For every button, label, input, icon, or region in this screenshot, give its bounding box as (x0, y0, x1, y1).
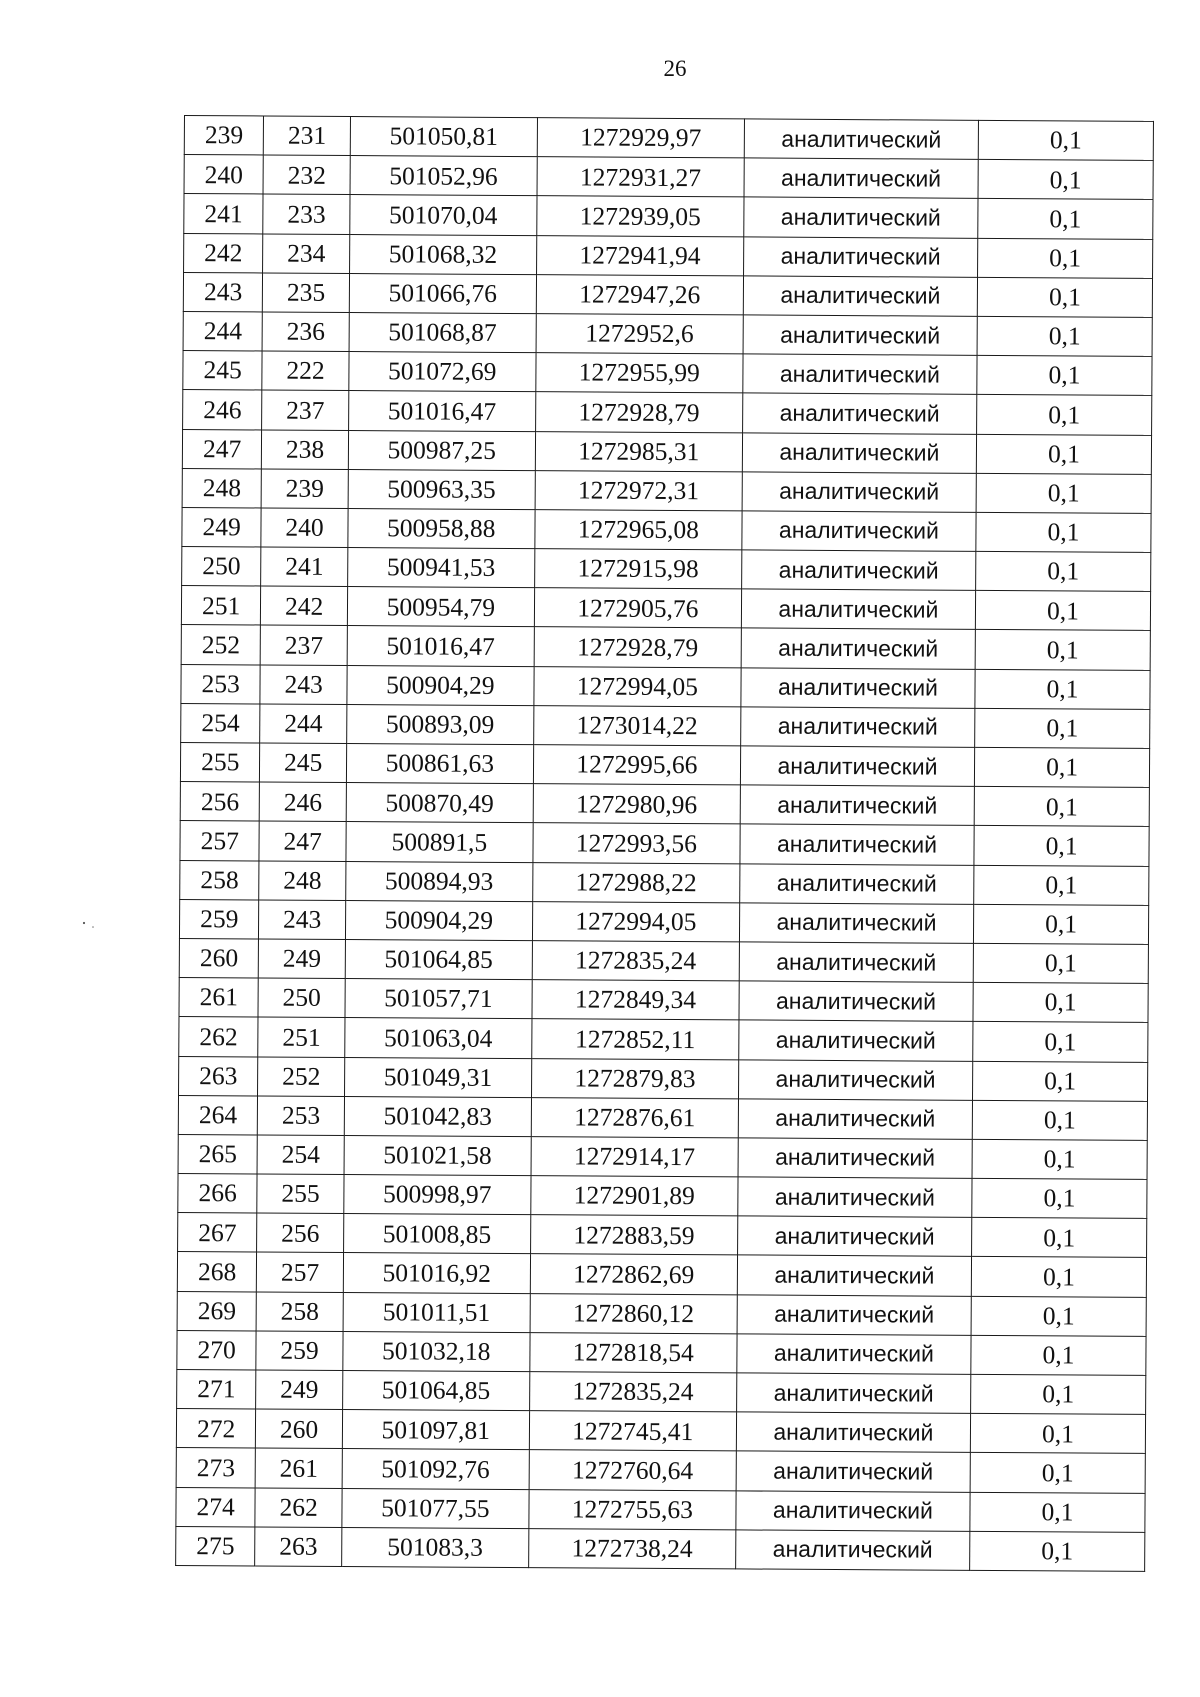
y-coordinate-cell: 1272818,54 (530, 1332, 737, 1372)
method-cell: аналитический (742, 393, 976, 434)
method-cell: аналитический (743, 315, 977, 356)
row-number-cell: 275 (176, 1526, 256, 1566)
x-coordinate-cell: 500998,97 (344, 1175, 531, 1215)
x-coordinate-cell: 501068,32 (349, 234, 536, 274)
x-coordinate-cell: 500904,29 (345, 900, 532, 940)
method-cell: аналитический (736, 1490, 970, 1531)
row-number-cell: 273 (176, 1448, 256, 1488)
y-coordinate-cell: 1272760,64 (529, 1450, 736, 1490)
y-coordinate-cell: 1272862,69 (530, 1254, 737, 1294)
method-cell: аналитический (737, 1255, 971, 1296)
method-cell: аналитический (739, 981, 973, 1022)
x-coordinate-cell: 501097,81 (342, 1410, 529, 1450)
row-number-cell: 249 (182, 507, 262, 547)
accuracy-cell: 0,1 (974, 787, 1149, 827)
point-number-cell: 235 (263, 273, 350, 313)
point-number-cell: 245 (260, 743, 347, 783)
y-coordinate-cell: 1272994,05 (532, 901, 739, 941)
y-coordinate-cell: 1272993,56 (533, 823, 740, 863)
method-cell: аналитический (738, 1099, 972, 1140)
y-coordinate-cell: 1272738,24 (528, 1528, 735, 1568)
x-coordinate-cell: 500941,53 (347, 548, 534, 588)
point-number-cell: 237 (262, 390, 349, 430)
point-number-cell: 240 (261, 508, 348, 548)
row-number-cell: 274 (176, 1487, 256, 1527)
x-coordinate-cell: 500904,29 (347, 665, 534, 705)
point-number-cell: 237 (261, 625, 348, 665)
point-number-cell: 231 (264, 116, 351, 156)
row-number-cell: 255 (180, 742, 260, 782)
row-number-cell: 241 (184, 194, 264, 234)
accuracy-cell: 0,1 (978, 160, 1153, 200)
row-number-cell: 271 (177, 1369, 257, 1409)
point-number-cell: 248 (259, 861, 346, 901)
accuracy-cell: 0,1 (971, 1335, 1146, 1375)
method-cell: аналитический (738, 1138, 972, 1179)
row-number-cell: 261 (179, 978, 259, 1018)
accuracy-cell: 0,1 (977, 355, 1152, 395)
y-coordinate-cell: 1272755,63 (529, 1489, 736, 1529)
accuracy-cell: 0,1 (975, 630, 1150, 670)
row-number-cell: 251 (181, 586, 261, 626)
method-cell: аналитический (736, 1412, 970, 1453)
point-number-cell: 233 (263, 194, 350, 234)
scan-speck (92, 926, 94, 928)
x-coordinate-cell: 500963,35 (348, 469, 535, 509)
method-cell: аналитический (738, 1177, 972, 1218)
x-coordinate-cell: 501016,92 (343, 1253, 530, 1293)
row-number-cell: 260 (179, 938, 259, 978)
accuracy-cell: 0,1 (977, 316, 1152, 356)
accuracy-cell: 0,1 (971, 1374, 1146, 1414)
point-number-cell: 259 (256, 1331, 343, 1371)
y-coordinate-cell: 1273014,22 (533, 705, 740, 745)
point-number-cell: 239 (262, 469, 349, 509)
accuracy-cell: 0,1 (978, 238, 1153, 278)
x-coordinate-cell: 500954,79 (347, 587, 534, 627)
method-cell: аналитический (737, 1334, 971, 1375)
x-coordinate-cell: 501011,51 (343, 1292, 530, 1332)
y-coordinate-cell: 1272995,66 (533, 745, 740, 785)
point-number-cell: 236 (262, 312, 349, 352)
point-number-cell: 251 (258, 1017, 345, 1057)
method-cell: аналитический (737, 1295, 971, 1336)
y-coordinate-cell: 1272988,22 (532, 862, 739, 902)
x-coordinate-cell: 501057,71 (345, 979, 532, 1019)
row-number-cell: 268 (177, 1252, 257, 1292)
row-number-cell: 272 (176, 1409, 256, 1449)
accuracy-cell: 0,1 (973, 943, 1148, 983)
method-cell: аналитический (739, 1020, 973, 1061)
accuracy-cell: 0,1 (974, 904, 1149, 944)
row-number-cell: 244 (183, 311, 263, 351)
y-coordinate-cell: 1272852,11 (532, 1019, 739, 1059)
accuracy-cell: 0,1 (970, 1414, 1145, 1454)
y-coordinate-cell: 1272928,79 (535, 392, 742, 432)
y-coordinate-cell: 1272947,26 (536, 274, 743, 314)
point-number-cell: 257 (257, 1252, 344, 1292)
x-coordinate-cell: 500893,09 (347, 704, 534, 744)
y-coordinate-cell: 1272835,24 (532, 941, 739, 981)
point-number-cell: 247 (259, 821, 346, 861)
x-coordinate-cell: 500861,63 (346, 744, 533, 784)
accuracy-cell: 0,1 (976, 551, 1151, 591)
point-number-cell: 242 (261, 586, 348, 626)
x-coordinate-cell: 500958,88 (348, 508, 535, 548)
row-number-cell: 266 (178, 1174, 258, 1214)
row-number-cell: 265 (178, 1134, 258, 1174)
row-number-cell: 254 (181, 703, 261, 743)
accuracy-cell: 0,1 (971, 1257, 1146, 1297)
method-cell: аналитический (738, 1059, 972, 1100)
method-cell: аналитический (743, 276, 977, 317)
point-number-cell: 250 (258, 978, 345, 1018)
point-number-cell: 258 (256, 1292, 343, 1332)
method-cell: аналитический (741, 589, 975, 630)
y-coordinate-cell: 1272955,99 (536, 353, 743, 393)
x-coordinate-cell: 501092,76 (342, 1449, 529, 1489)
y-coordinate-cell: 1272928,79 (534, 627, 741, 667)
method-cell: аналитический (739, 903, 973, 944)
accuracy-cell: 0,1 (975, 708, 1150, 748)
accuracy-cell: 0,1 (974, 747, 1149, 787)
accuracy-cell: 0,1 (978, 199, 1153, 239)
x-coordinate-cell: 501063,04 (345, 1018, 532, 1058)
y-coordinate-cell: 1272972,31 (535, 470, 742, 510)
point-number-cell: 232 (263, 155, 350, 195)
point-number-cell: 238 (262, 429, 349, 469)
accuracy-cell: 0,1 (970, 1531, 1145, 1571)
point-number-cell: 234 (263, 234, 350, 274)
x-coordinate-cell: 500894,93 (346, 861, 533, 901)
y-coordinate-cell: 1272929,97 (537, 118, 744, 158)
method-cell: аналитический (740, 785, 974, 826)
x-coordinate-cell: 500891,5 (346, 822, 533, 862)
point-number-cell: 255 (257, 1174, 344, 1214)
y-coordinate-cell: 1272883,59 (530, 1215, 737, 1255)
y-coordinate-cell: 1272876,61 (531, 1097, 738, 1137)
method-cell: аналитический (736, 1451, 970, 1492)
point-number-cell: 244 (260, 704, 347, 744)
row-number-cell: 259 (179, 899, 259, 939)
method-cell: аналитический (741, 550, 975, 591)
x-coordinate-cell: 500987,25 (348, 430, 535, 470)
row-number-cell: 258 (180, 860, 260, 900)
accuracy-cell: 0,1 (974, 865, 1149, 905)
accuracy-cell: 0,1 (970, 1453, 1145, 1493)
y-coordinate-cell: 1272745,41 (529, 1411, 736, 1451)
point-number-cell: 263 (255, 1527, 342, 1567)
x-coordinate-cell: 501070,04 (350, 195, 537, 235)
method-cell: аналитический (737, 1216, 971, 1257)
y-coordinate-cell: 1272879,83 (531, 1058, 738, 1098)
y-coordinate-cell: 1272835,24 (529, 1372, 736, 1412)
accuracy-cell: 0,1 (976, 473, 1151, 513)
method-cell: аналитический (742, 511, 976, 552)
x-coordinate-cell: 501016,47 (347, 626, 534, 666)
row-number-cell: 264 (178, 1095, 258, 1135)
row-number-cell: 262 (179, 1017, 259, 1057)
accuracy-cell: 0,1 (972, 1218, 1147, 1258)
accuracy-cell: 0,1 (973, 982, 1148, 1022)
point-number-cell: 243 (259, 900, 346, 940)
x-coordinate-cell: 501050,81 (350, 117, 537, 157)
y-coordinate-cell: 1272901,89 (531, 1176, 738, 1216)
method-cell: аналитический (740, 863, 974, 904)
x-coordinate-cell: 501052,96 (350, 156, 537, 196)
y-coordinate-cell: 1272952,6 (536, 314, 743, 354)
point-number-cell: 249 (256, 1370, 343, 1410)
x-coordinate-cell: 501077,55 (342, 1488, 529, 1528)
x-coordinate-cell: 501066,76 (349, 273, 536, 313)
point-number-cell: 249 (259, 939, 346, 979)
point-number-cell: 254 (257, 1135, 344, 1175)
method-cell: аналитический (744, 197, 978, 238)
row-number-cell: 243 (183, 272, 263, 312)
method-cell: аналитический (741, 668, 975, 709)
y-coordinate-cell: 1272860,12 (530, 1293, 737, 1333)
point-number-cell: 241 (261, 547, 348, 587)
point-number-cell: 261 (256, 1448, 343, 1488)
accuracy-cell: 0,1 (972, 1100, 1147, 1140)
row-number-cell: 263 (179, 1056, 259, 1096)
y-coordinate-cell: 1272965,08 (535, 510, 742, 550)
y-coordinate-cell: 1272994,05 (534, 666, 741, 706)
row-number-cell: 245 (183, 351, 263, 391)
row-number-cell: 248 (182, 468, 262, 508)
method-cell: аналитический (741, 628, 975, 669)
accuracy-cell: 0,1 (974, 826, 1149, 866)
x-coordinate-cell: 500870,49 (346, 783, 533, 823)
point-number-cell: 246 (260, 782, 347, 822)
accuracy-cell: 0,1 (973, 1061, 1148, 1101)
row-number-cell: 242 (184, 233, 264, 273)
y-coordinate-cell: 1272849,34 (532, 980, 739, 1020)
x-coordinate-cell: 501064,85 (342, 1370, 529, 1410)
method-cell: аналитический (744, 158, 978, 199)
method-cell: аналитический (735, 1530, 969, 1571)
method-cell: аналитический (739, 942, 973, 983)
accuracy-cell: 0,1 (973, 1022, 1148, 1062)
method-cell: аналитический (744, 119, 978, 160)
row-number-cell: 253 (181, 664, 261, 704)
row-number-cell: 252 (181, 625, 261, 665)
accuracy-cell: 0,1 (977, 277, 1152, 317)
x-coordinate-cell: 501021,58 (344, 1135, 531, 1175)
scan-speck (83, 922, 85, 924)
y-coordinate-cell: 1272985,31 (535, 431, 742, 471)
accuracy-cell: 0,1 (970, 1492, 1145, 1532)
y-coordinate-cell: 1272914,17 (531, 1137, 738, 1177)
y-coordinate-cell: 1272905,76 (534, 588, 741, 628)
accuracy-cell: 0,1 (977, 395, 1152, 435)
point-number-cell: 256 (257, 1213, 344, 1253)
accuracy-cell: 0,1 (971, 1296, 1146, 1336)
point-number-cell: 262 (255, 1488, 342, 1528)
point-number-cell: 243 (260, 665, 347, 705)
x-coordinate-cell: 501064,85 (345, 939, 532, 979)
row-number-cell: 269 (177, 1291, 257, 1331)
page-number: 26 (663, 56, 687, 81)
accuracy-cell: 0,1 (975, 669, 1150, 709)
x-coordinate-cell: 501016,47 (348, 391, 535, 431)
point-number-cell: 252 (258, 1056, 345, 1096)
row-number-cell: 257 (180, 821, 260, 861)
y-coordinate-cell: 1272931,27 (537, 157, 744, 197)
method-cell: аналитический (743, 236, 977, 277)
method-cell: аналитический (740, 746, 974, 787)
row-number-cell: 239 (184, 116, 264, 156)
method-cell: аналитический (742, 472, 976, 513)
accuracy-cell: 0,1 (972, 1139, 1147, 1179)
accuracy-cell: 0,1 (978, 120, 1153, 160)
x-coordinate-cell: 501083,3 (341, 1527, 528, 1567)
accuracy-cell: 0,1 (976, 434, 1151, 474)
row-number-cell: 250 (182, 547, 262, 587)
method-cell: аналитический (736, 1373, 970, 1414)
x-coordinate-cell: 501068,87 (349, 312, 536, 352)
accuracy-cell: 0,1 (975, 591, 1150, 631)
point-number-cell: 253 (258, 1096, 345, 1136)
method-cell: аналитический (740, 824, 974, 865)
accuracy-cell: 0,1 (976, 512, 1151, 552)
method-cell: аналитический (741, 707, 975, 748)
y-coordinate-cell: 1272980,96 (533, 784, 740, 824)
y-coordinate-cell: 1272915,98 (534, 549, 741, 589)
x-coordinate-cell: 501008,85 (343, 1214, 530, 1254)
point-number-cell: 222 (262, 351, 349, 391)
x-coordinate-cell: 501032,18 (343, 1331, 530, 1371)
row-number-cell: 267 (178, 1213, 258, 1253)
y-coordinate-cell: 1272941,94 (536, 235, 743, 275)
row-number-cell: 270 (177, 1330, 257, 1370)
row-number-cell: 247 (182, 429, 262, 469)
accuracy-cell: 0,1 (972, 1178, 1147, 1218)
point-number-cell: 260 (256, 1409, 343, 1449)
row-number-cell: 246 (183, 390, 263, 430)
row-number-cell: 240 (184, 155, 264, 195)
method-cell: аналитический (743, 354, 977, 395)
x-coordinate-cell: 501042,83 (344, 1096, 531, 1136)
y-coordinate-cell: 1272939,05 (537, 196, 744, 236)
x-coordinate-cell: 501049,31 (344, 1057, 531, 1097)
x-coordinate-cell: 501072,69 (349, 352, 536, 392)
method-cell: аналитический (742, 432, 976, 473)
row-number-cell: 256 (180, 782, 260, 822)
